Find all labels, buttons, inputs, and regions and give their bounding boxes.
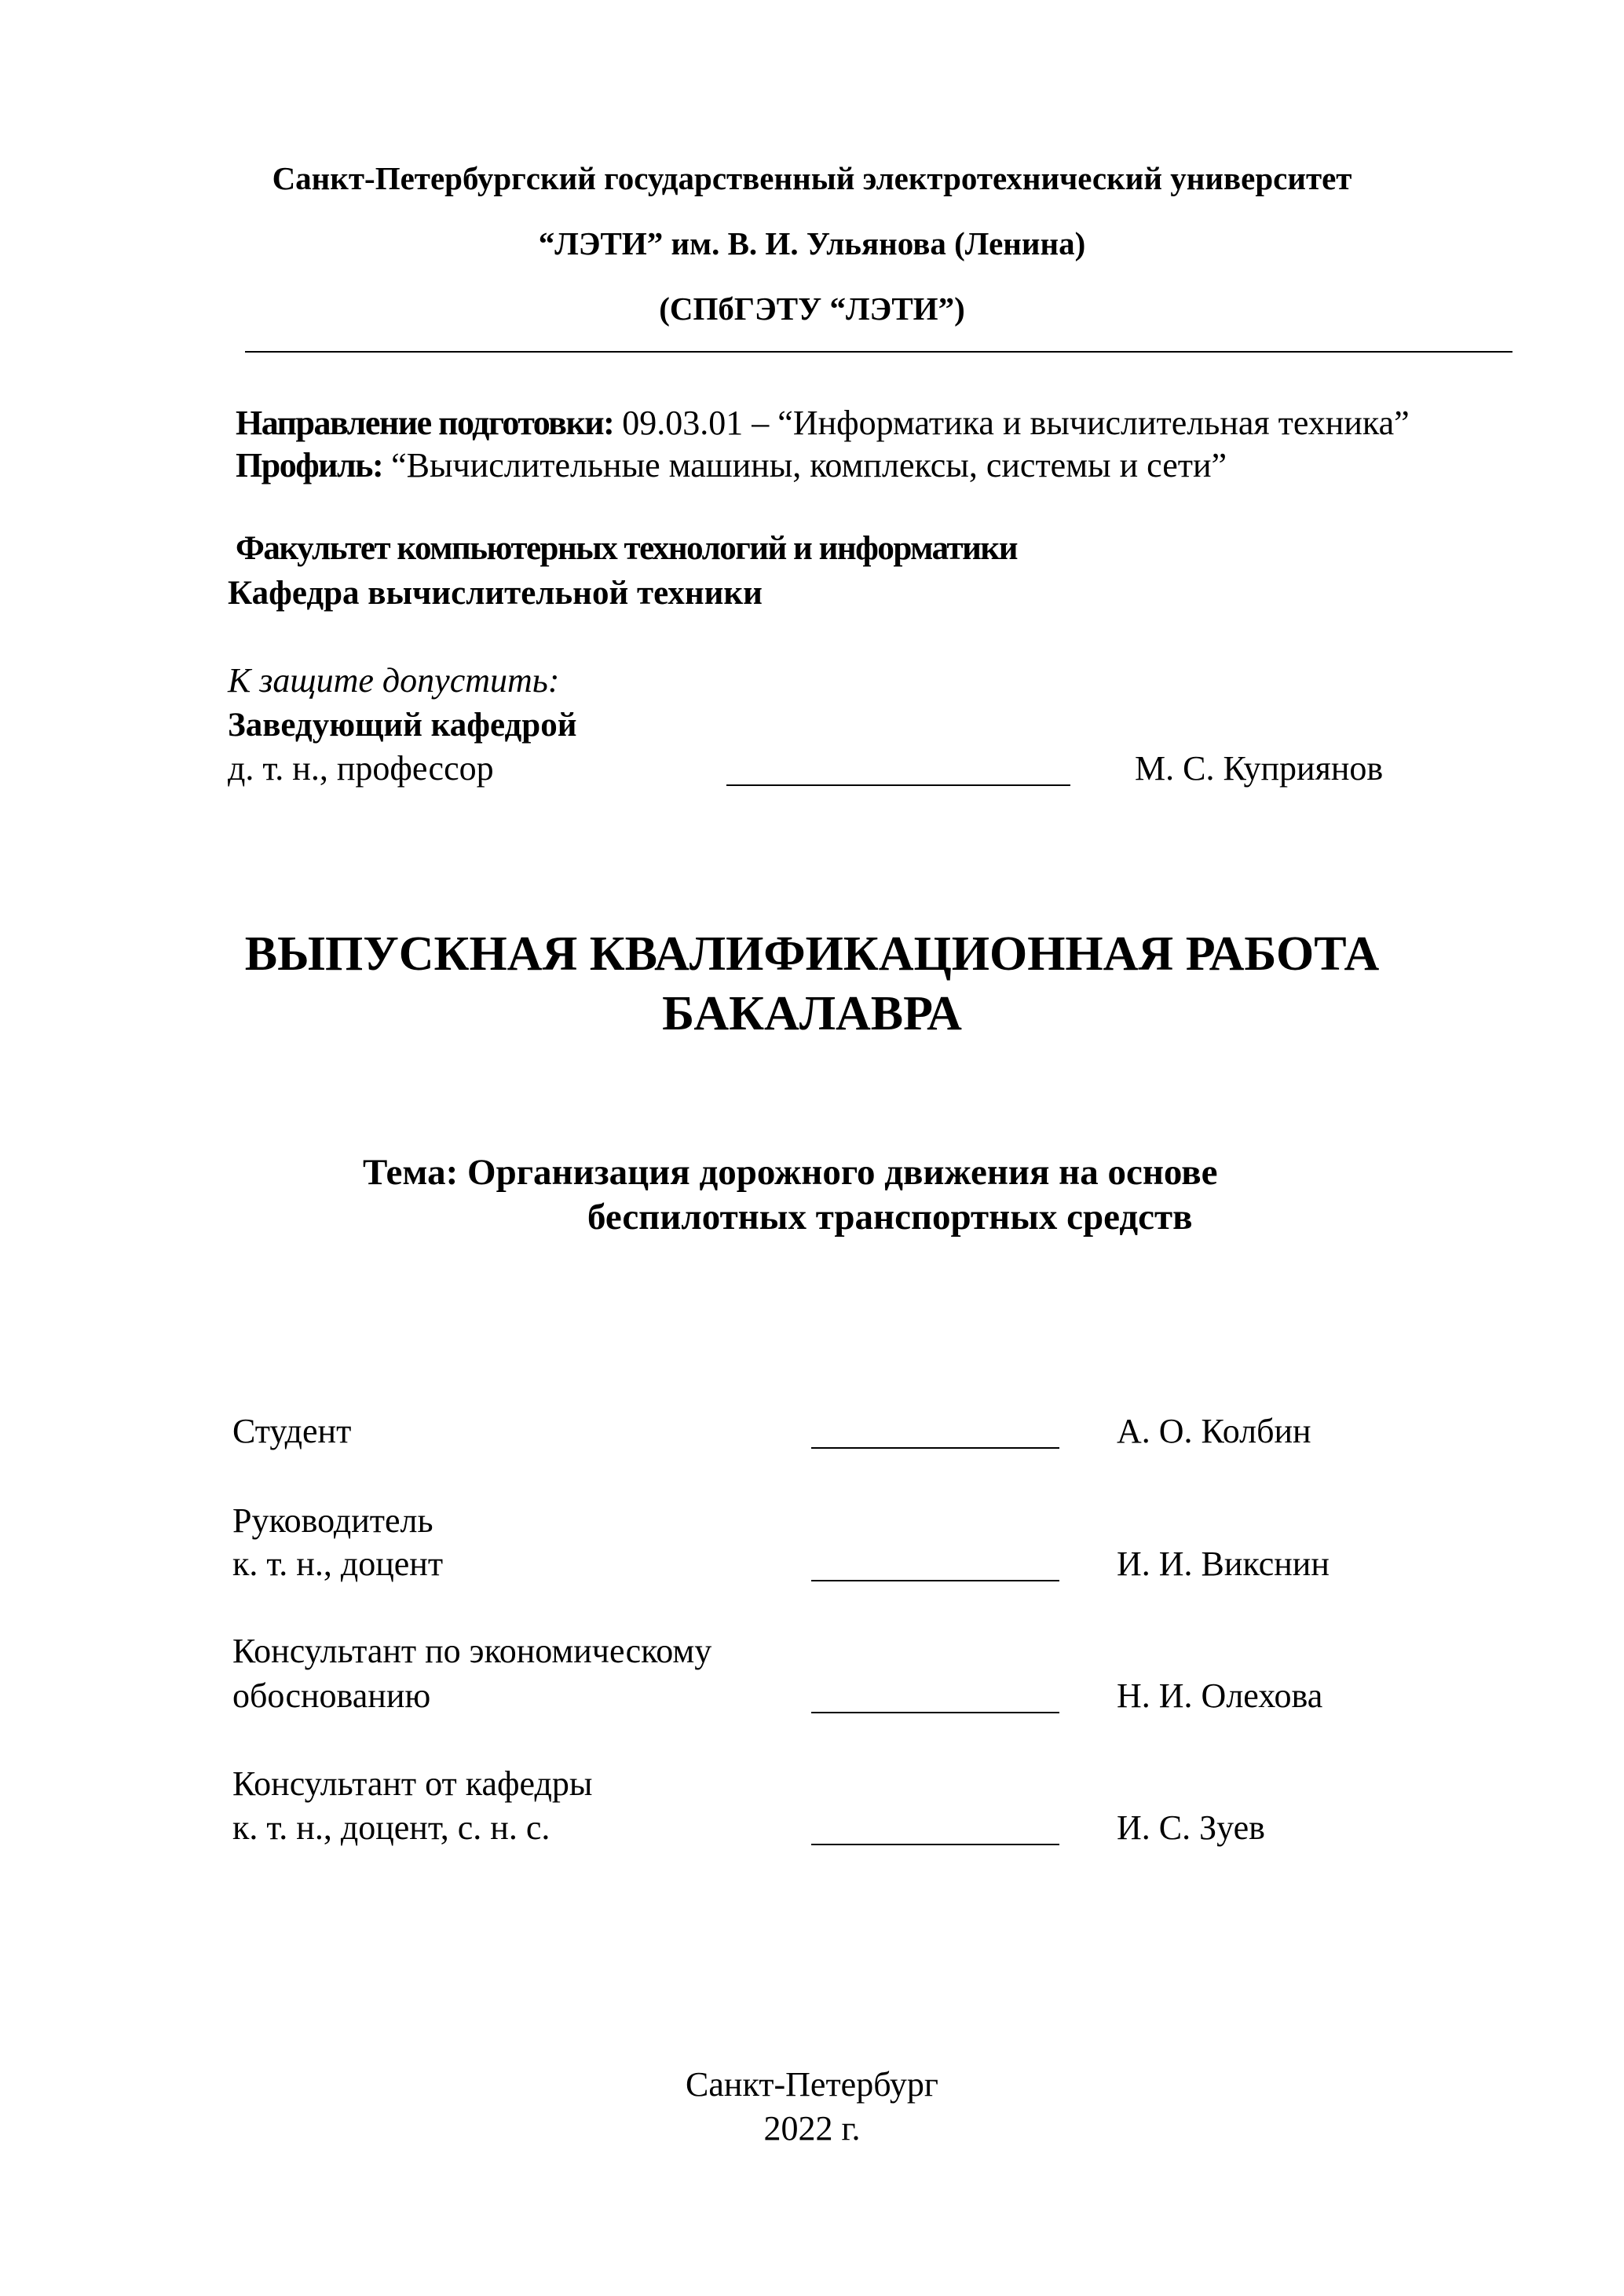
signature-role: Студент [232, 1412, 352, 1450]
profile-line [236, 448, 1227, 483]
signature-role-degree: к. т. н., доцент [232, 1545, 444, 1583]
signature-name: И. С. Зуев [1117, 1808, 1265, 1847]
signature-role: Консультант по экономическому [232, 1632, 712, 1670]
header-divider [245, 351, 1512, 353]
signature-role: Консультант от кафедры [232, 1764, 593, 1803]
head-signature-line [726, 784, 1070, 786]
university-abbreviation: (СПбГЭТУ “ЛЭТИ”) [659, 291, 965, 327]
signature-role: Руководитель [232, 1501, 433, 1540]
direction-line [236, 406, 1410, 441]
signature-role-degree: обоснованию [232, 1676, 431, 1715]
topic-line1: Тема: Организация дорожного движения на основе [363, 1152, 1218, 1193]
profile-label: Профиль: [236, 446, 383, 484]
footer-year: 2022 г. [763, 2109, 861, 2148]
signature-line [811, 1580, 1059, 1581]
direction-label: Направление подготовки: [236, 404, 614, 442]
profile-value: “Вычислительные машины, комплексы, системы и сети” [382, 446, 1227, 484]
university-name: Санкт-Петербургский государственный электротехнический университет [272, 160, 1352, 196]
university-subtitle: “ЛЭТИ” им. В. И. Ульянова (Ленина) [538, 225, 1086, 261]
footer-city: Санкт-Петербург [686, 2065, 938, 2104]
signature-name: Н. И. Олехова [1117, 1676, 1323, 1715]
topic-line2: беспилотных транспортных средств [587, 1197, 1193, 1238]
signature-name: А. О. Колбин [1117, 1412, 1311, 1450]
faculty-name: Факультет компьютерных технологий и информатики [236, 530, 1017, 567]
department-name: Кафедра вычислительной техники [228, 575, 763, 612]
admit-to-defense: К защите допустить: [228, 661, 560, 700]
signature-line [811, 1712, 1059, 1713]
head-of-department-title: Заведующий кафедрой [228, 707, 577, 744]
signature-line [811, 1447, 1059, 1449]
head-name: М. С. Куприянов [1135, 749, 1384, 788]
document-title-line1: ВЫПУСКНАЯ КВАЛИФИКАЦИОННАЯ РАБОТА [244, 927, 1380, 981]
direction-value: 09.03.01 – “Информатика и вычислительная техника” [613, 404, 1410, 442]
document-title-line2: БАКАЛАВРА [662, 987, 962, 1040]
head-degree: д. т. н., профессор [228, 749, 494, 788]
signature-role-degree: к. т. н., доцент, с. н. с. [232, 1808, 550, 1847]
signature-name: И. И. Викснин [1117, 1545, 1330, 1583]
signature-line [811, 1844, 1059, 1845]
